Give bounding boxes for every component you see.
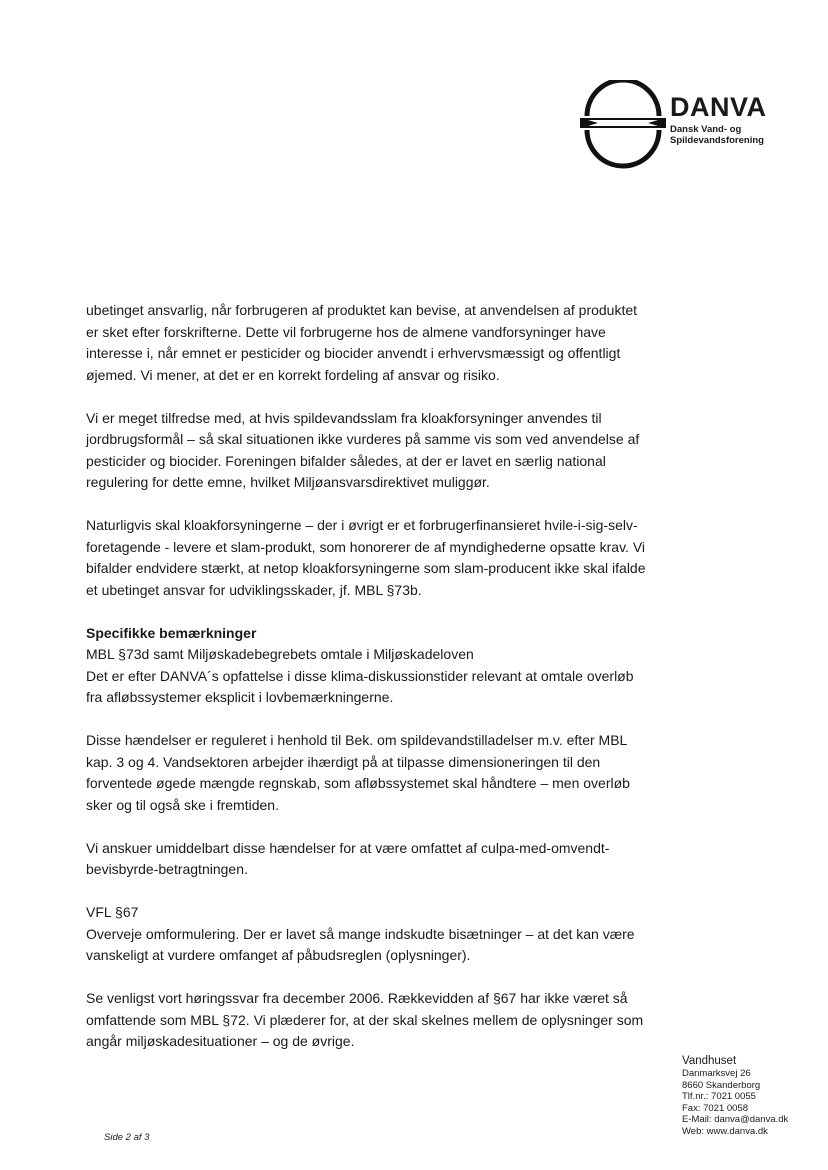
footer-title: Vandhuset	[682, 1055, 737, 1067]
paragraph: Naturligvis skal kloakforsyningerne – der i øvrigt er et forbrugerfinansieret hvile-i-sig-selv-foretagende - levere et slam-produkt, som honorerer de af myndighederne opsatte krav. Vi bifalder endvidere stærkt, at netop kloakforsyningerne som slam-producent ikke skal ifalde et ubetinget ansvar for udviklingsskader, jf. MBL §73b.	[86, 517, 646, 598]
footer-line: 8660 Skanderborg	[682, 1079, 761, 1091]
logo-name: DANVA	[670, 92, 767, 122]
paragraph: Vi er meget tilfredse med, at hvis spildevandsslam fra kloakforsyninger anvendes til jordbrugsformål – så skal situationen ikke vurderes på samme vis som ved anvendelse af pesticider og biocider. Foreningen bifalder således, at der er lavet en særlig national regulering for dette emne, hvilket Miljøansvarsdirektivet muliggør.	[86, 409, 640, 490]
specific-section	[86, 623, 646, 709]
paragraph: Vi anskuer umiddelbart disse hændelser for at være omfattet af culpa-med-omvendt-bevisbyrde-betragtningen.	[86, 839, 610, 877]
danva-logo	[578, 80, 778, 170]
section-text: Overveje omformulering. Der er lavet så mange indskudte bisætninger – at det kan være vanskeligt at vurdere omfanget af påbudsreglen (oplysninger).	[86, 925, 635, 963]
letter-body	[86, 300, 646, 1074]
paragraph: ubetinget ansvarlig, når forbrugeren af produktet kan bevise, at anvendelsen af produktet er sket efter forskrifterne. Dette vil forbrugerne hos de almene vandforsyninger have interesse i, når emnet er pesticider og biocider anvendt i erhvervsmæssigt og offentligt øjemed. Vi mener, at det er en korrekt fordeling af ansvar og risiko.	[86, 302, 638, 383]
footer-line: Tlf.nr.: 7021 0055	[682, 1091, 756, 1102]
footer-line: Fax: 7021 0058	[682, 1102, 749, 1114]
section-heading: VFL §67	[86, 904, 139, 920]
section-subheading: MBL §73d samt Miljøskadebegrebets omtale i Miljøskadeloven	[86, 646, 474, 662]
danva-logo-icon	[578, 80, 668, 170]
page-number: Side 2 af 3	[104, 1132, 150, 1143]
paragraph: Se venligst vort høringssvar fra december 2006. Rækkevidden af §67 har ikke været så omfattende som MBL §72. Vi plæderer for, at der skal skelnes mellem de oplysninger som angår miljøskadesituationer – og de øvrige.	[86, 990, 644, 1049]
footer-line: Web: www.danva.dk	[682, 1125, 768, 1137]
footer-address	[682, 1054, 788, 1137]
logo-subtitle	[670, 124, 764, 146]
logo-subtitle-line: Dansk Vand- og	[670, 124, 742, 135]
footer-line: E-Mail: danva@danva.dk	[682, 1114, 789, 1125]
section-text: Det er efter DANVA´s opfattelse i disse klima-diskussionstider relevant at omtale overløb fra afløbssystemer eksplicit i lovbemærkningerne.	[86, 667, 634, 705]
logo-subtitle-line: Spildevandsforening	[670, 135, 764, 146]
footer-line: Danmarksvej 26	[682, 1068, 751, 1079]
section-heading: Specifikke bemærkninger	[86, 624, 257, 641]
paragraph: Disse hændelser er reguleret i henhold til Bek. om spildevandstilladelser m.v. efter MBL kap. 3 og 4. Vandsektoren arbejder ihærdigt på at tilpasse dimensioneringen til den forventede øgede mængde regnskab, som afløbssystemet skal håndtere – men overløb sker og til også ske i fremtiden.	[86, 732, 630, 813]
vfl-section	[86, 902, 646, 967]
